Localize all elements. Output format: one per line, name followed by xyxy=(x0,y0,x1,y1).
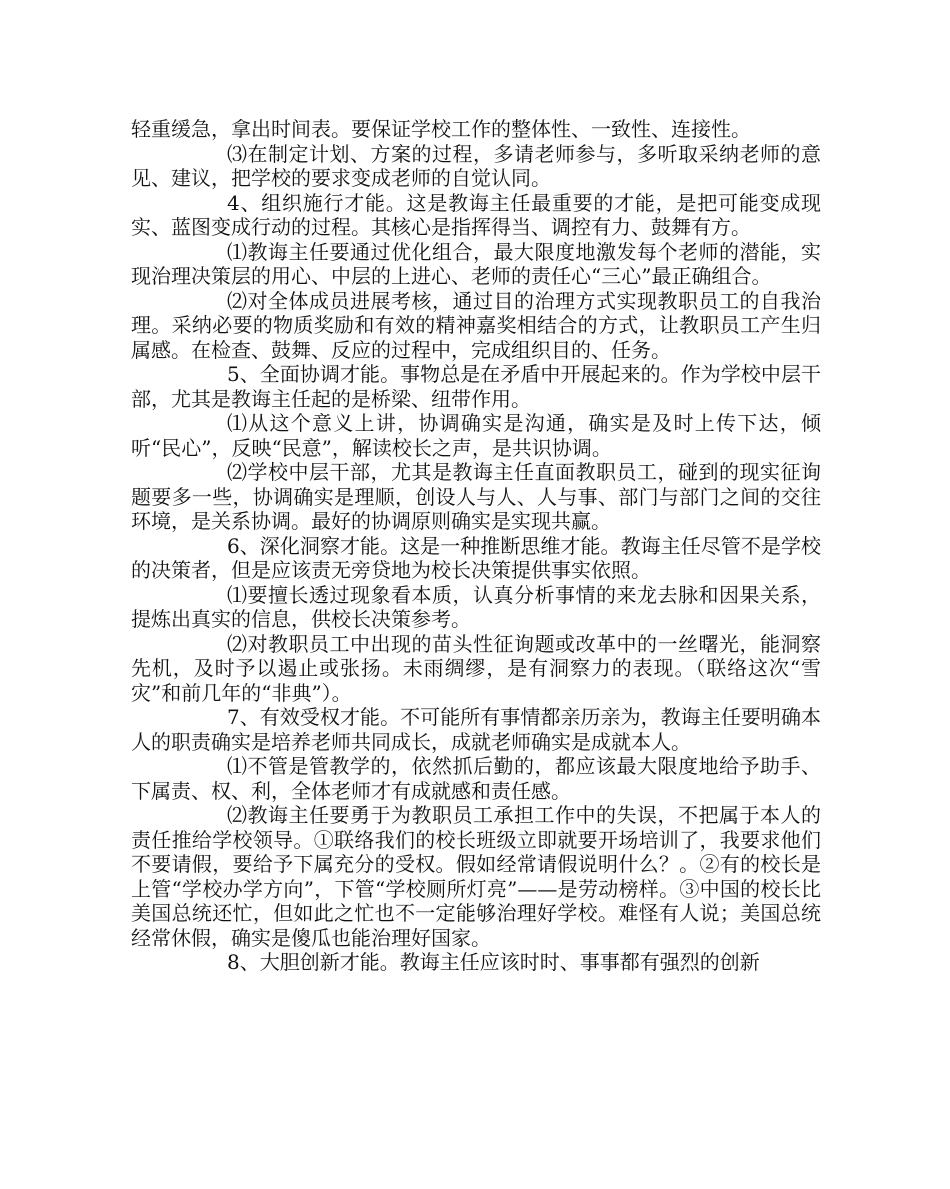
paragraph-item-3-3: ⑶在制定计划、方案的过程，多请老师参与，多听取采纳老师的意见、建议，把学校的要求变成老师的自觉认同。 xyxy=(131,141,821,190)
paragraph-section-6: 6、深化洞察才能。这是一种推断思维才能。教诲主任尽管不是学校的决策者，但是应该责无旁贷地为校长决策提供事实依照。 xyxy=(131,533,821,582)
paragraph-item-6-2: ⑵对教职员工中出现的苗头性征询题或改革中的一丝曙光，能洞察先机，及时予以遏止或张扬。未雨绸缪，是有洞察力的表现。（联络这次“雪灾”和前几年的“非典”）。 xyxy=(131,631,821,705)
paragraph-section-5: 5、全面协调才能。事物总是在矛盾中开展起来的。作为学校中层干部，尤其是教诲主任起的是桥梁、纽带作用。 xyxy=(131,362,821,411)
paragraph-item-4-1: ⑴教诲主任要通过优化组合，最大限度地激发每个老师的潜能，实现治理决策层的用心、中层的上进心、老师的责任心“三心”最正确组合。 xyxy=(131,239,821,288)
paragraph-item-6-1: ⑴要擅长透过现象看本质，认真分析事情的来龙去脉和因果关系，提炼出真实的信息，供校长决策参考。 xyxy=(131,582,821,631)
paragraph-section-7: 7、有效受权才能。不可能所有事情都亲历亲为，教诲主任要明确本人的职责确实是培养老师共同成长，成就老师确实是成就本人。 xyxy=(131,705,821,754)
paragraph-item-5-1: ⑴从这个意义上讲，协调确实是沟通，确实是及时上传下达，倾听“民心”，反映“民意”，解读校长之声，是共识协调。 xyxy=(131,411,821,460)
paragraph-item-5-2: ⑵学校中层干部，尤其是教诲主任直面教职员工，碰到的现实征询题要多一些，协调确实是理顺，创设人与人、人与事、部门与部门之间的交往环境，是关系协调。最好的协调原则确实是实现共赢。 xyxy=(131,460,821,533)
paragraph-section-8: 8、大胆创新才能。教诲主任应该时时、事事都有强烈的创新 xyxy=(227,950,760,974)
paragraph-item-7-1: ⑴不管是管教学的，依然抓后勤的，都应该最大限度地给予助手、下属责、权、利，全体老师才有成就感和责任感。 xyxy=(131,754,821,803)
paragraph-section-4: 4、组织施行才能。这是教诲主任最重要的才能，是把可能变成现实、蓝图变成行动的过程。其核心是指挥得当、调控有力、鼓舞有方。 xyxy=(131,190,821,239)
paragraph-continuation: 轻重缓急，拿出时间表。要保证学校工作的整体性、一致性、连接性。 xyxy=(131,117,751,141)
document-body xyxy=(131,117,821,975)
paragraph-item-4-2: ⑵对全体成员进展考核，通过目的治理方式实现教职员工的自我治理。采纳必要的物质奖励和有效的精神嘉奖相结合的方式，让教职员工产生归属感。在检查、鼓舞、反应的过程中，完成组织目的、任务。 xyxy=(131,288,821,362)
paragraph-item-7-2: ⑵教诲主任要勇于为教职员工承担工作中的失误，不把属于本人的责任推给学校领导。①联络我们的校长班级立即就要开场培训了，我要求他们不要请假，要给予下属充分的受权。假如经常请假说明什么？。②有的校长是上管“学校办学方向”，下管“学校厕所灯亮”——是劳动榜样。③中国的校长比美国总统还忙，但如此之忙也不一定能够治理好学校。难怪有人说；美国总统经常休假，确实是傻瓜也能治理好国家。 xyxy=(131,803,821,950)
